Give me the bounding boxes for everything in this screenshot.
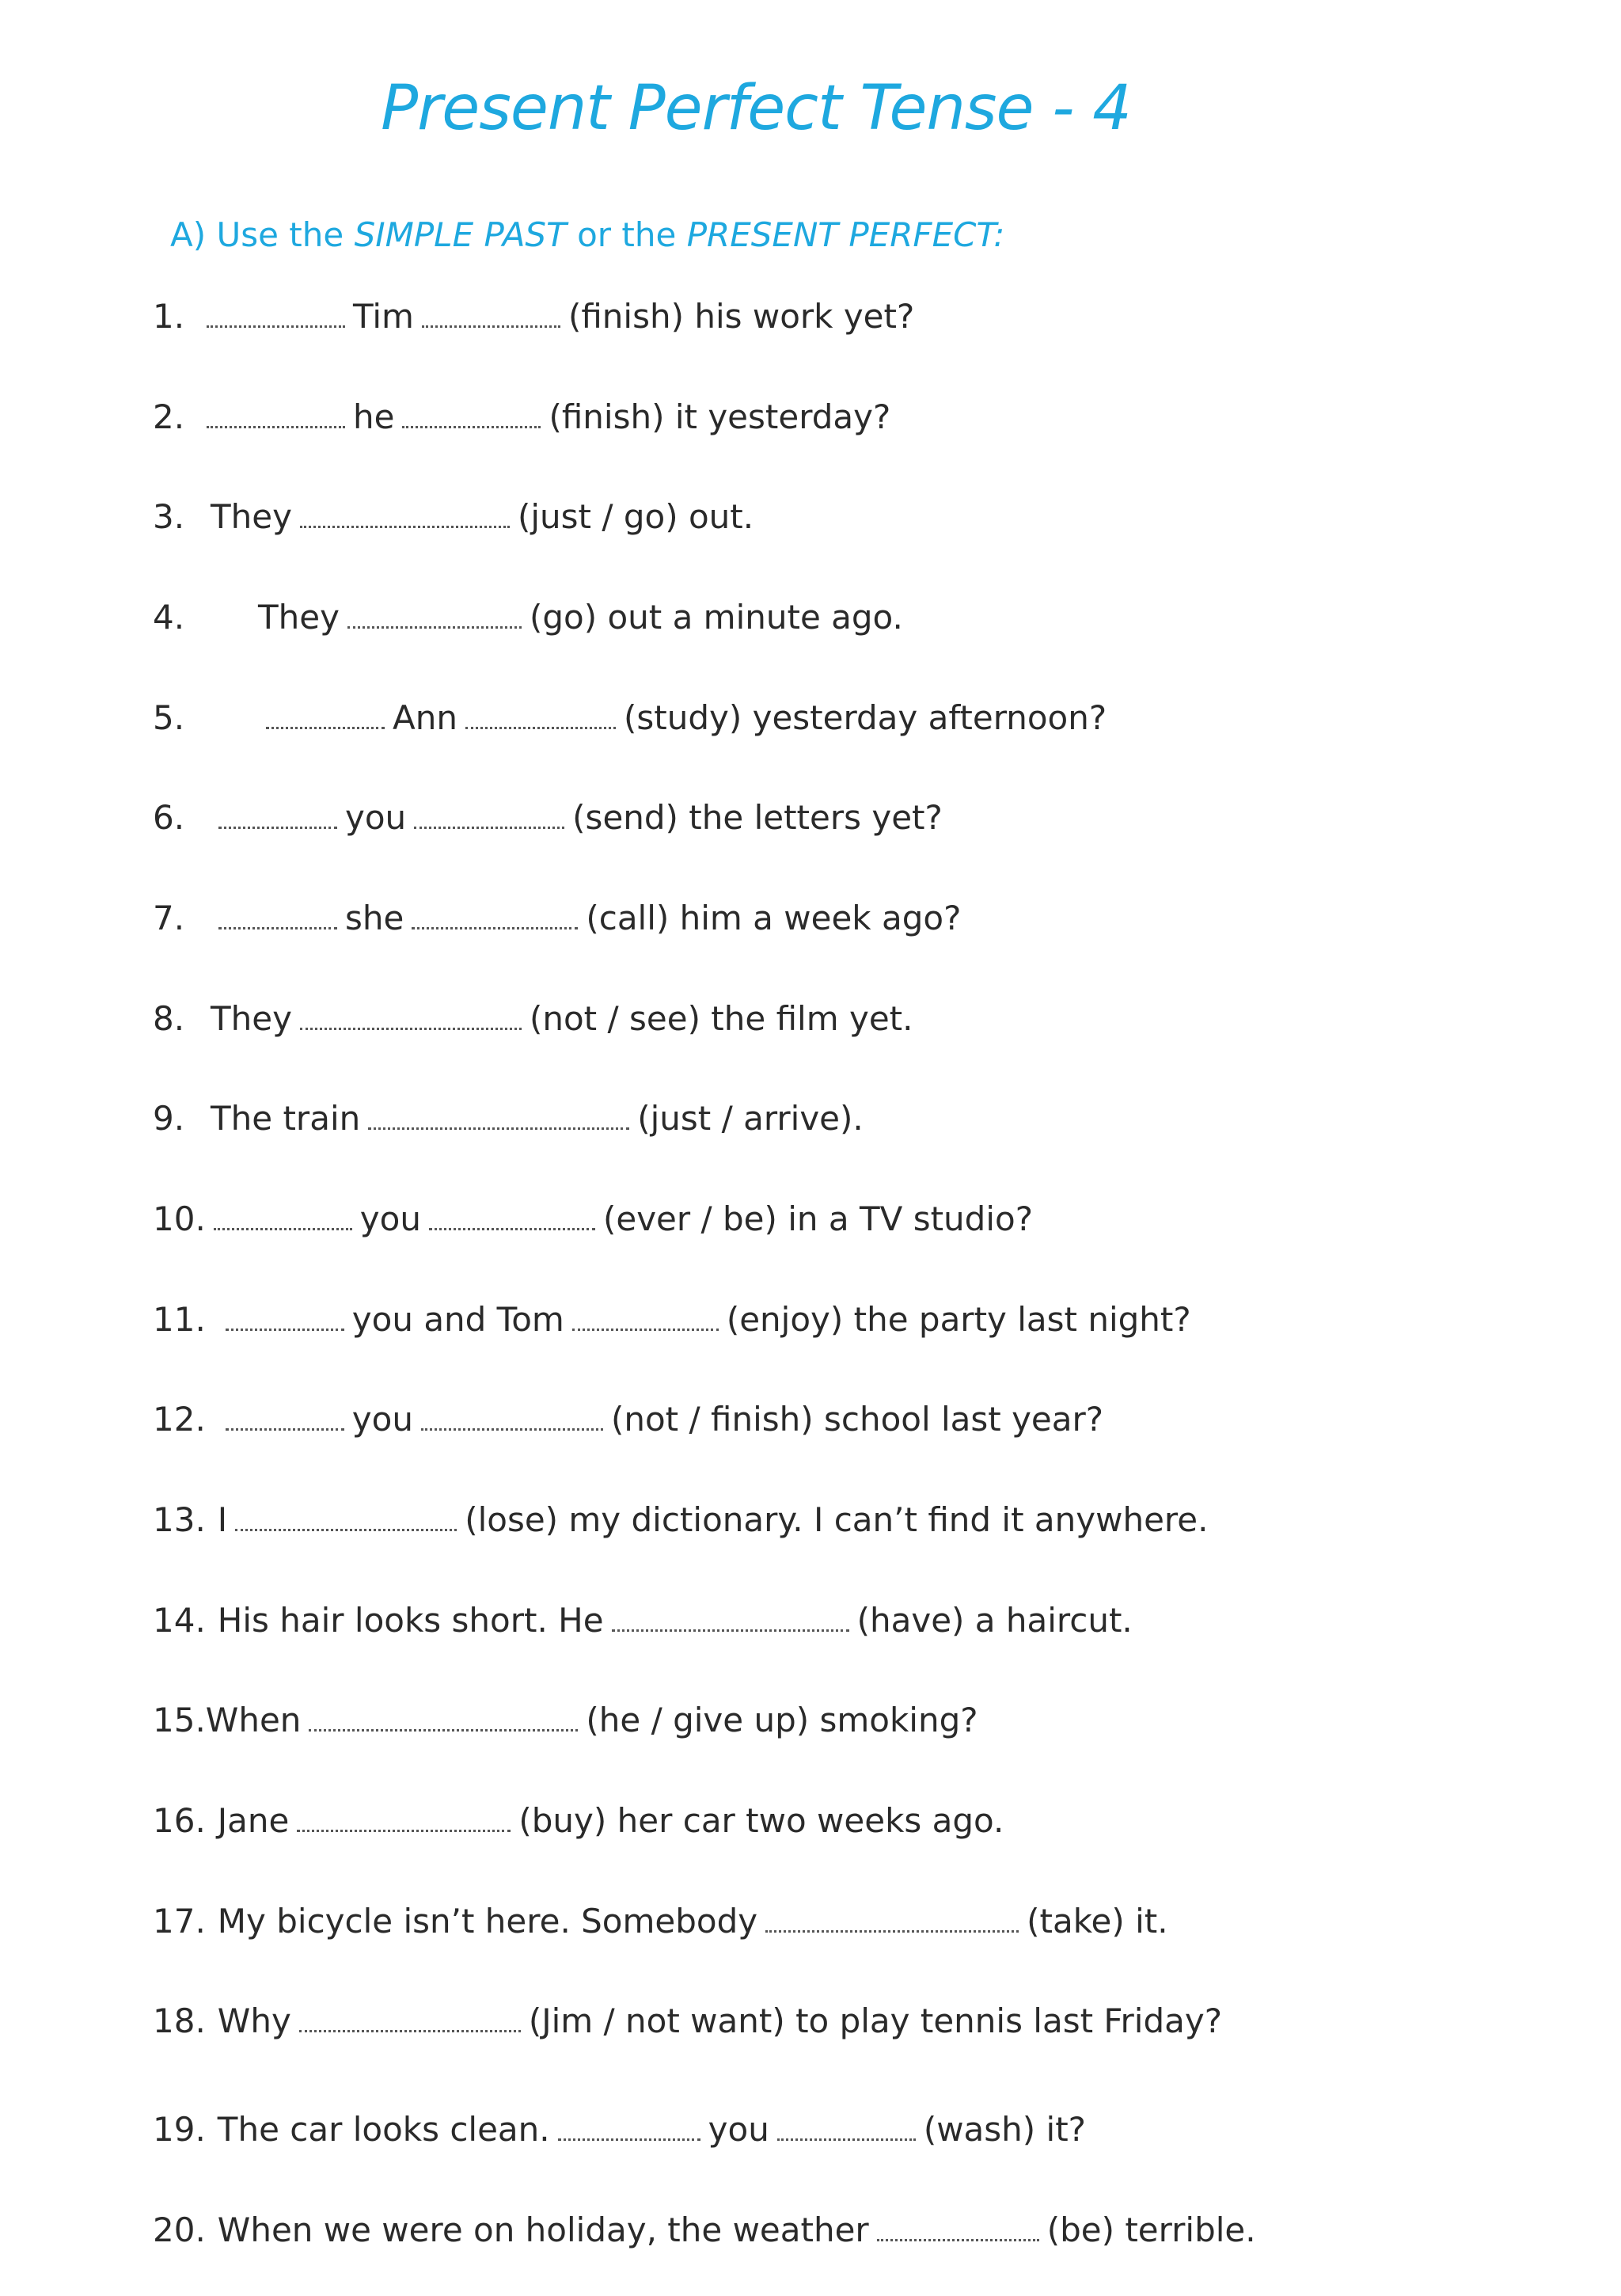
item-number: 17. <box>153 1902 206 1941</box>
item-text: you <box>345 798 407 837</box>
item-text: (be) terrible. <box>1046 2210 1256 2249</box>
exercise-item <box>153 794 943 842</box>
item-text: you <box>351 1400 413 1439</box>
item-text: you and Tom <box>351 1300 564 1339</box>
answer-blank[interactable] <box>226 1406 344 1431</box>
exercise-item <box>153 1898 1168 1945</box>
item-text: They <box>211 497 292 536</box>
item-number: 13. <box>153 1500 206 1539</box>
item-number: 2. <box>153 397 185 436</box>
answer-blank[interactable] <box>207 303 345 328</box>
item-number: 15. <box>153 1701 206 1739</box>
exercise-item <box>153 1797 1004 1845</box>
item-text: (enjoy) the party last night? <box>726 1300 1191 1339</box>
exercise-instruction <box>170 215 1004 254</box>
answer-blank[interactable] <box>429 1206 595 1230</box>
item-text: They <box>258 598 340 637</box>
item-text: The train <box>211 1099 361 1138</box>
item-text: (call) him a week ago? <box>586 899 962 937</box>
answer-blank[interactable] <box>235 1507 457 1531</box>
exercise-item <box>153 1396 1103 1443</box>
item-text: When <box>205 1701 302 1739</box>
exercise-item <box>153 1496 1208 1544</box>
item-number: 4. <box>153 598 185 637</box>
item-text: The car looks clean. <box>217 2110 550 2149</box>
answer-blank[interactable] <box>777 2116 916 2141</box>
item-number: 7. <box>153 899 185 937</box>
item-number: 5. <box>153 698 185 737</box>
exercise-item <box>153 293 914 340</box>
answer-blank[interactable] <box>214 1206 352 1230</box>
answer-blank[interactable] <box>368 1105 629 1130</box>
answer-blank[interactable] <box>765 1908 1019 1933</box>
item-text: (he / give up) smoking? <box>586 1701 978 1739</box>
item-number: 1. <box>153 297 185 336</box>
item-text: (ever / be) in a TV studio? <box>602 1199 1033 1238</box>
item-number: 8. <box>153 999 185 1038</box>
item-text: you <box>359 1199 421 1238</box>
answer-blank[interactable] <box>299 2008 521 2032</box>
item-text: (take) it. <box>1027 1902 1168 1941</box>
item-text: (just / arrive). <box>637 1099 864 1138</box>
item-text: he <box>353 397 395 436</box>
item-text: Jane <box>217 1801 290 1840</box>
item-text: she <box>345 899 404 937</box>
item-text: I <box>217 1500 228 1539</box>
item-text: His hair looks short. He <box>217 1601 604 1640</box>
item-number: 19. <box>153 2110 206 2149</box>
answer-blank[interactable] <box>218 804 337 829</box>
answer-blank[interactable] <box>266 705 385 729</box>
item-text: They <box>211 999 292 1038</box>
item-number: 20. <box>153 2210 206 2249</box>
item-text: When we were on holiday, the weather <box>217 2210 869 2249</box>
item-number: 3. <box>153 497 185 536</box>
answer-blank[interactable] <box>877 2217 1039 2241</box>
instruction-simple-past: SIMPLE PAST <box>354 215 567 254</box>
item-text: (have) a haircut. <box>856 1601 1133 1640</box>
exercise-item <box>153 2106 1086 2153</box>
exercise-item <box>153 2207 1256 2254</box>
answer-blank[interactable] <box>414 804 564 829</box>
item-text: (wash) it? <box>923 2110 1086 2149</box>
item-number: 18. <box>153 2001 206 2040</box>
exercise-item <box>153 895 961 942</box>
item-text: (lose) my dictionary. I can’t find it anywhere. <box>465 1500 1209 1539</box>
answer-blank[interactable] <box>347 604 522 629</box>
answer-blank[interactable] <box>558 2116 700 2141</box>
answer-blank[interactable] <box>572 1306 719 1331</box>
exercise-item <box>153 995 913 1043</box>
exercise-item <box>153 1196 1033 1243</box>
item-text: Ann <box>393 698 457 737</box>
answer-blank[interactable] <box>421 1406 603 1431</box>
item-text: (buy) her car two weeks ago. <box>518 1801 1004 1840</box>
item-text: (go) out a minute ago. <box>529 598 903 637</box>
answer-blank[interactable] <box>422 303 560 328</box>
item-text: My bicycle isn’t here. Somebody <box>217 1902 758 1941</box>
exercise-item <box>153 1597 1133 1644</box>
answer-blank[interactable] <box>300 504 510 528</box>
item-number: 6. <box>153 798 185 837</box>
item-text: (not / see) the film yet. <box>529 999 913 1038</box>
exercise-item <box>153 393 890 441</box>
answer-blank[interactable] <box>412 905 578 929</box>
item-number: 16. <box>153 1801 206 1840</box>
answer-blank[interactable] <box>309 1707 578 1732</box>
answer-blank[interactable] <box>207 404 345 428</box>
answer-blank[interactable] <box>402 404 541 428</box>
item-text: (just / go) out. <box>517 497 754 536</box>
item-text: (Jim / not want) to play tennis last Friday? <box>528 2001 1222 2040</box>
exercise-item <box>153 594 903 641</box>
exercise-item <box>153 1998 1222 2045</box>
instruction-present-perfect: PRESENT PERFECT: <box>686 215 1005 254</box>
exercise-item <box>153 694 1107 742</box>
item-text: (send) the letters yet? <box>572 798 943 837</box>
answer-blank[interactable] <box>612 1607 849 1632</box>
item-text: (finish) his work yet? <box>568 297 915 336</box>
exercise-item <box>153 1697 978 1744</box>
instruction-prefix: A) Use the <box>170 215 355 254</box>
item-text: (study) yesterday afternoon? <box>623 698 1107 737</box>
item-text: (not / finish) school last year? <box>610 1400 1104 1439</box>
answer-blank[interactable] <box>297 1808 511 1832</box>
instruction-middle: or the <box>566 215 687 254</box>
item-text: (finish) it yesterday? <box>549 397 891 436</box>
item-number: 9. <box>153 1099 185 1138</box>
item-text: Why <box>217 2001 291 2040</box>
answer-blank[interactable] <box>465 705 616 729</box>
exercise-item <box>153 1095 864 1142</box>
exercise-item <box>153 493 754 541</box>
exercise-item <box>153 1296 1191 1344</box>
item-text: you <box>708 2110 769 2149</box>
answer-blank[interactable] <box>226 1306 344 1331</box>
item-number: 12. <box>153 1400 206 1439</box>
item-text: Tim <box>353 297 414 336</box>
item-number: 14. <box>153 1601 206 1640</box>
item-number: 11. <box>153 1300 206 1339</box>
answer-blank[interactable] <box>218 905 337 929</box>
answer-blank[interactable] <box>300 1005 522 1030</box>
item-number: 10. <box>153 1199 206 1238</box>
worksheet-title: Present Perfect Tense - 4 <box>381 73 1131 144</box>
